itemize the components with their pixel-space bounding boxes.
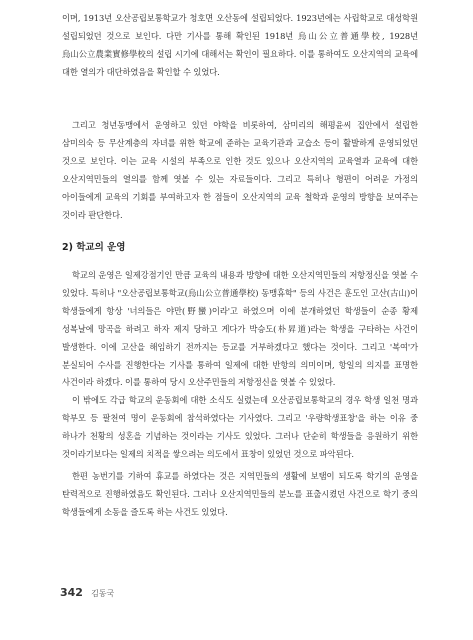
section-heading: 2) 학교의 운영 xyxy=(62,242,126,253)
body-paragraph: 이며, 1913년 오산공립보통학교가 청호면 오산동에 설립되었다. 1923년에는 사립학교로 대성학원 설립되었던 것으로 보인다. 다만 기사를 통해 확인된 1918년 烏山公立普通學校, 1928년 烏山公立農業實修學校의 설립 시기에 대해서는 확인이 필요하다. 이를 통하여도 오산지역의 교육에 대한 열의가 대단하였음을 확인할 수 있었다. xyxy=(62,13,418,77)
page-number: 342 xyxy=(60,586,83,599)
author-name: 김동국 xyxy=(91,589,115,598)
page-footer xyxy=(60,581,114,600)
section-paragraph: 한편 농번기를 기하여 휴교를 하였다는 것은 지역민들의 생활에 보탬이 되도록 학기의 운영을 탄력적으로 진행하였음도 확인된다. 그러나 오산지역민들의 분노를 표출시켰던 사건으로 학기 중의 학생들에게 소동을 즐도록 하는 사건도 있었다. xyxy=(62,471,418,517)
section-paragraph: 이 밖에도 각급 학교의 운동회에 대한 소식도 실렸는데 오산공립보통학교의 경우 학생 일천 명과 학부모 등 팔천여 명이 운동회에 참석하였다는 기사였다. 그리고 '우량학생표창'을 하는 이유 중 하나가 천황의 성혼을 기념하는 것이라는 기사도 있었다. 그러나 단순히 학생들을 응원하기 위한 것이라기보다는 일제의 치적을 쌓으려는 의도에서 표창이 있었던 것으로 파악된다. xyxy=(62,395,418,459)
section-paragraph: 학교의 운영은 일제강점기인 만큼 교육의 내용과 방향에 대한 오산지역민들의 저항정신을 엿볼 수 있었다. 특히나 "오산공립보통학교(烏山公立普通學校) 동맹휴학" 등의 사건은 훈도인 고산(古山)이 학생들에게 항상 '너의들은 야만(野蠻)이라'고 하였으며 이에 분개하였던 학생들이 순종 황제 성복날에 망곡을 하려고 하자 제지 당하고 게다가 박승도(朴昇道)라는 학생을 구타하는 사건이 발생한다. 이에 고산을 해임하기 전까지는 등교를 거부하겠다고 했다는 것이다. 그리고 '복여'가 분실되어 수사를 진행한다는 기사를 통하여 일제에 대한 반항의 의미이며, 항일의 의지를 표명한 사건이라 하겠다. 이를 통하여 당시 오산주민들의 저항정신을 엿볼 수 있었다. xyxy=(62,270,418,388)
body-paragraph: 그리고 청년동맹에서 운영하고 있던 야학을 비롯하여, 삼미리의 해평윤씨 집안에서 설립한 삼미의숙 등 무산계층의 자녀를 위한 학교에 준하는 교육기관과 교습소 등이 활발하게 운영되었던 것으로 보인다. 이는 교육 시설의 부족으로 인한 것도 있으나 오산지역의 교육열과 교육에 대한 오산지역민들의 열의를 함께 엿볼 수 있는 자료들이다. 그리고 특히나 형편이 어려운 가정의 아이들에게 교육의 기회를 부여하고자 한 점들이 오산지역의 교육 철학과 운영의 방향을 보여주는 것이라 판단한다. xyxy=(62,120,418,220)
